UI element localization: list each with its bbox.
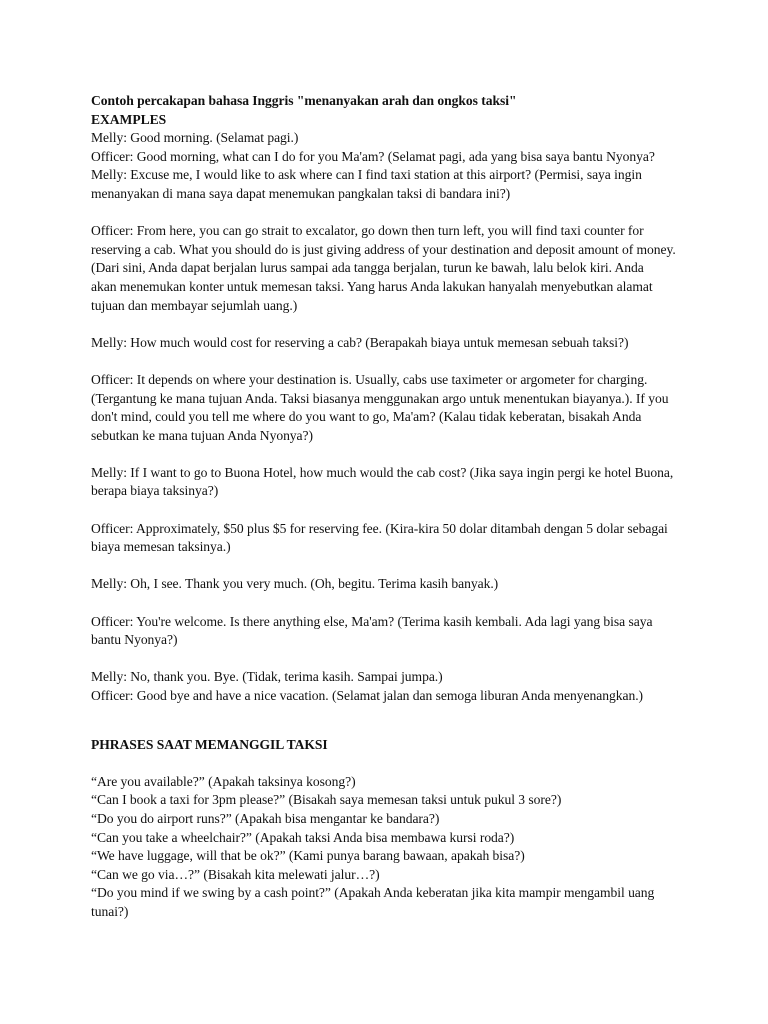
dialogue-line: don't mind, could you tell me where do you want to go, Ma'am? (Kalau tidak keberatan, bisakah Anda xyxy=(91,409,642,425)
dialogue-paragraph xyxy=(91,520,691,557)
phrase-item: “Can you take a wheelchair?” (Apakah taksi Anda bisa membawa kursi roda?) xyxy=(91,829,515,845)
paragraph-gap xyxy=(91,204,691,223)
dialogue-line: Melly: If I want to go to Buona Hotel, how much would the cab cost? (Jika saya ingin pergi ke hotel Buona, xyxy=(91,464,674,480)
section-heading-phrases: PHRASES SAAT MEMANGGIL TAKSI xyxy=(91,736,328,752)
dialogue-line: Officer: Good bye and have a nice vacation. (Selamat jalan dan semoga liburan Anda menyenangkan.) xyxy=(91,688,644,703)
dialogue-line: Officer: It depends on where your destination is. Usually, cabs use taximeter or argometer for charging. xyxy=(91,371,648,387)
dialogue-line: Officer: From here, you can go strait to excalator, go down then turn left, you will find taxi counter for xyxy=(91,223,644,239)
dialogue-line: biaya memesan taksinya.) xyxy=(91,539,231,555)
section-heading-examples: EXAMPLES xyxy=(91,111,167,127)
dialogue-line: Melly: Oh, I see. Thank you very much. (Oh, begitu. Terima kasih banyak.) xyxy=(91,576,499,592)
phrase-item: “Can we go via…?” (Bisakah kita melewati jalur…?) xyxy=(91,866,380,882)
paragraph-gap xyxy=(91,557,691,576)
dialogue-line: Melly: Good morning. (Selamat pagi.) xyxy=(91,130,299,146)
dialogue-line: Melly: Excuse me, I would like to ask where can I find taxi station at this airport? (Permisi, saya ingin xyxy=(91,167,642,183)
dialogue-line: (Tergantung ke mana tujuan Anda. Taksi biasanya menggunakan argo untuk menentukan biayanya.). If you xyxy=(91,390,669,406)
dialogue-line: Officer: Approximately, $50 plus $5 for reserving fee. (Kira-kira 50 dolar ditambah dengan 5 dolar sebagai xyxy=(91,520,668,536)
dialogue-line: bantu Nyonya?) xyxy=(91,632,178,648)
document-title: Contoh percakapan bahasa Inggris "menanyakan arah dan ongkos taksi" xyxy=(91,93,517,108)
dialogue-line: (Dari sini, Anda dapat berjalan lurus sampai ada tangga berjalan, turun ke bawah, lalu belok kiri. Anda xyxy=(91,260,644,276)
phrase-item: “We have luggage, will that be ok?” (Kami punya barang bawaan, apakah bisa?) xyxy=(91,848,525,864)
dialogue-paragraph xyxy=(91,464,691,501)
dialogue-line: Melly: No, thank you. Bye. (Tidak, terima kasih. Sampai jumpa.) xyxy=(91,669,443,685)
paragraph-gap xyxy=(91,315,691,334)
paragraph-gap xyxy=(91,594,691,613)
dialogue-paragraph xyxy=(91,668,691,705)
paragraph-gap xyxy=(91,352,691,371)
paragraph-gap xyxy=(91,754,691,773)
dialogue-line: Melly: How much would cost for reserving a cab? (Berapakah biaya untuk memesan sebuah taksi?) xyxy=(91,334,629,350)
dialogue-paragraph xyxy=(91,129,691,203)
dialogue-paragraph xyxy=(91,371,691,445)
dialogue-line: tujuan dan membayar sejumlah uang.) xyxy=(91,297,298,313)
phrase-item: tunai?) xyxy=(91,903,129,919)
dialogue-line: Officer: Good morning, what can I do for you Ma'am? (Selamat pagi, ada yang bisa saya bantu Nyonya? xyxy=(91,148,655,164)
phrase-item: “Do you do airport runs?” (Apakah bisa mengantar ke bandara?) xyxy=(91,810,440,826)
dialogue-line: berapa biaya taksinya?) xyxy=(91,483,219,499)
paragraph-gap xyxy=(91,445,691,464)
dialogue-paragraph xyxy=(91,575,691,594)
dialogue-paragraph xyxy=(91,222,691,315)
dialogue-line: akan menemukan konter untuk memesan taksi. Yang harus Anda lakukan hanyalah menyebutkan alamat xyxy=(91,278,653,294)
paragraph-gap xyxy=(91,501,691,520)
phrase-item: “Do you mind if we swing by a cash point?” (Apakah Anda keberatan jika kita mampir mengambil uang xyxy=(91,885,655,901)
document-page xyxy=(91,92,691,922)
dialogue-paragraph xyxy=(91,334,691,353)
phrase-item: “Can I book a taxi for 3pm please?” (Bisakah saya memesan taksi untuk pukul 3 sore?) xyxy=(91,792,562,808)
phrase-item: “Are you available?” (Apakah taksinya kosong?) xyxy=(91,773,356,789)
dialogue-line: Officer: You're welcome. Is there anything else, Ma'am? (Terima kasih kembali. Ada lagi yang bisa saya xyxy=(91,613,653,629)
dialogue-line: reserving a cab. What you should do is just giving address of your destination and deposit amount of money. xyxy=(91,241,676,257)
paragraph-gap xyxy=(91,706,691,726)
dialogue-line: sebutkan ke mana tujuan Anda Nyonya?) xyxy=(91,427,314,443)
phrases-list xyxy=(91,773,691,922)
dialogue-line: menanyakan di mana saya dapat menemukan pangkalan taksi di bandara ini?) xyxy=(91,185,511,201)
paragraph-gap xyxy=(91,650,691,669)
dialogue-paragraph xyxy=(91,613,691,650)
